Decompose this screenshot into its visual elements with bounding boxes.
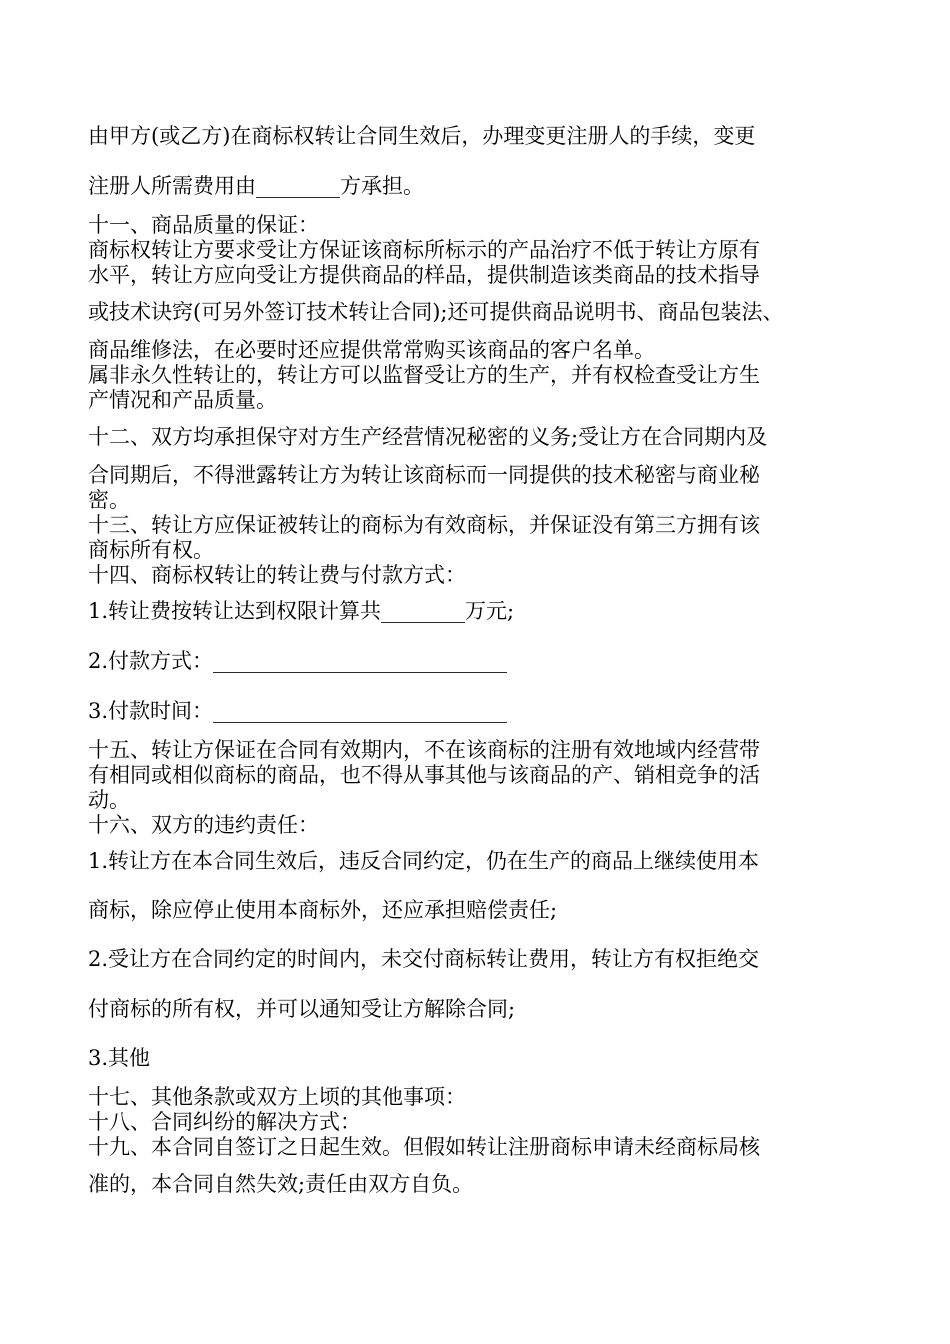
text-line: 付商标的所有权，并可以通知受让方解除合同;	[88, 997, 516, 1021]
text-line: 密。	[88, 488, 130, 512]
section-heading: 十一、商品质量的保证：	[88, 213, 319, 237]
text-line: 水平，转让方应向受让方提供商品的样品，提供制造该类商品的技术指导	[88, 263, 760, 287]
section-heading: 十五、转让方保证在合同有效期内，不在该商标的注册有效地域内经营带	[88, 738, 760, 762]
text-line: 准的，本合同自然失效;责任由双方自负。	[88, 1172, 474, 1196]
text-line: 动。	[88, 788, 130, 812]
text-line: 3.付款时间：____________________________	[88, 699, 508, 723]
text-line: 由甲方(或乙方)在商标权转让合同生效后，办理变更注册人的手续，变更	[88, 124, 756, 148]
text-line: 2.受让方在合同约定的时间内，未交付商标转让费用，转让方有权拒绝交	[88, 947, 760, 971]
section-heading: 十六、双方的违约责任：	[88, 813, 319, 837]
section-heading: 十四、商标权转让的转让费与付款方式：	[88, 563, 466, 587]
text-line: 商标，除应停止使用本商标外，还应承担赔偿责任;	[88, 898, 558, 922]
text-line: 合同期后，不得泄露转让方为转让该商标而一同提供的技术秘密与商业秘	[88, 463, 760, 487]
text-line: 1.转让方在本合同生效后，违反合同约定，仍在生产的商品上继续使用本	[88, 849, 760, 873]
text-line: 商标权转让方要求受让方保证该商标所标示的产品治疗不低于转让方原有	[88, 238, 760, 262]
text-line: 3.其他	[88, 1046, 151, 1070]
text-line: 有相同或相似商标的商品，也不得从事其他与该商品的产、销相竞争的活	[88, 763, 760, 787]
text-line: 商品维修法，在必要时还应提供常常购买该商品的客户名单。	[88, 338, 655, 362]
section-heading: 十九、本合同自签订之日起生效。但假如转让注册商标申请未经商标局核	[88, 1135, 760, 1159]
text-line: 1.转让费按转让达到权限计算共________万元;	[88, 599, 515, 623]
text-line: 或技术诀窍(可另外签订技术转让合同);还可提供商品说明书、商品包装法、	[88, 300, 784, 324]
text-line: 注册人所需费用由________方承担。	[88, 174, 424, 198]
section-heading: 十二、双方均承担保守对方生产经营情况秘密的义务;受让方在合同期内及	[88, 425, 768, 449]
text-line: 属非永久性转让的，转让方可以监督受让方的生产，并有权检查受让方生	[88, 363, 760, 387]
section-heading: 十三、转让方应保证被转让的商标为有效商标，并保证没有第三方拥有该	[88, 513, 760, 537]
text-line: 产情况和产品质量。	[88, 388, 277, 412]
section-heading: 十八、合同纠纷的解决方式：	[88, 1110, 361, 1134]
text-line: 商标所有权。	[88, 538, 214, 562]
section-heading: 十七、其他条款或双方上顷的其他事项：	[88, 1085, 466, 1109]
text-line: 2.付款方式：____________________________	[88, 649, 508, 673]
